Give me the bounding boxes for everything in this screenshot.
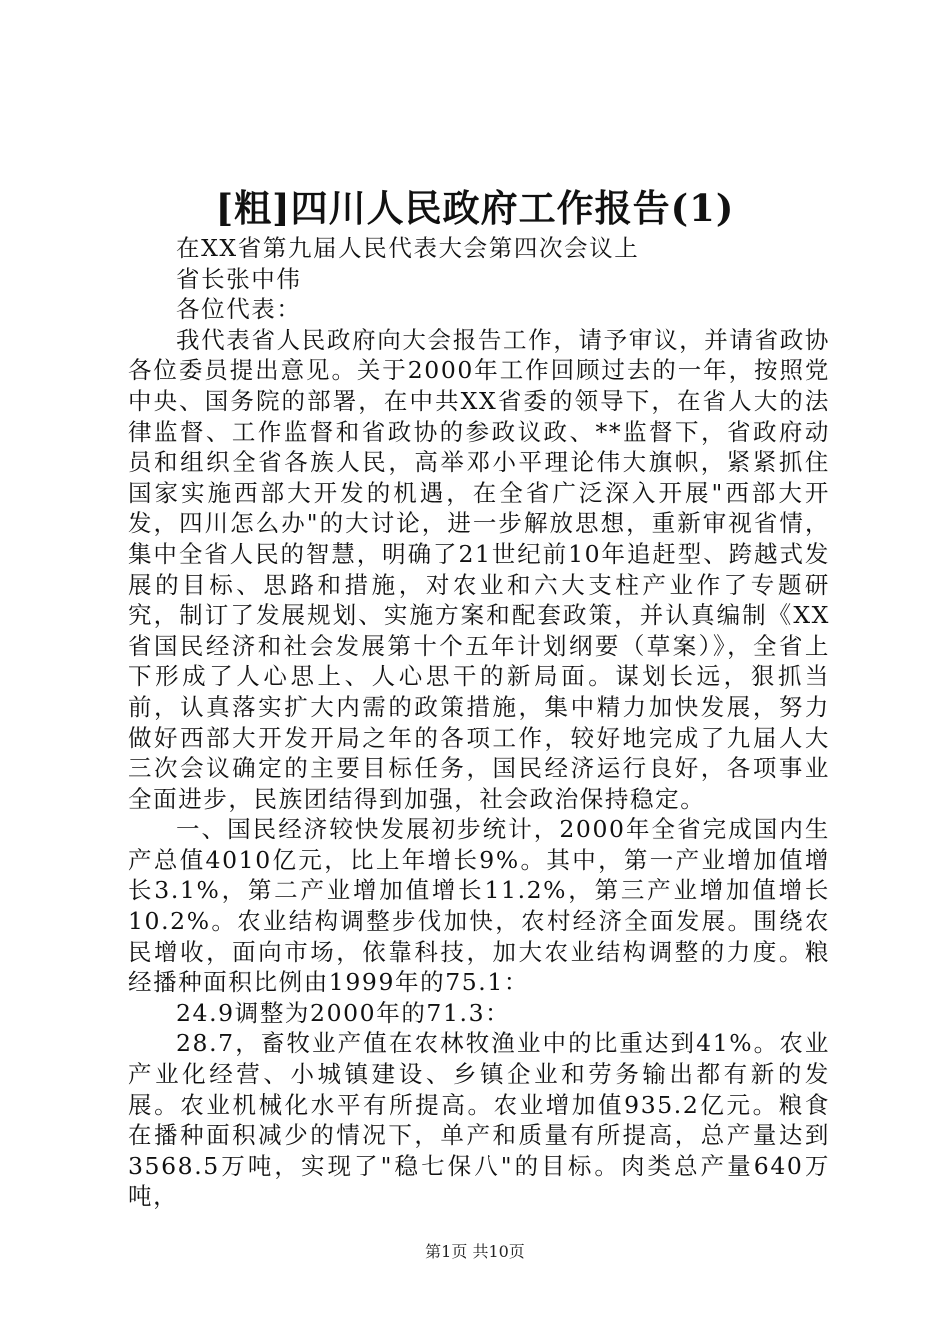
speaker-line: 省长张中伟 (176, 264, 302, 293)
document-title: [粗]四川人民政府工作报告(1) (215, 186, 735, 230)
session-line: 在XX省第九届人民代表大会第四次会议上 (176, 234, 640, 262)
paragraph: 我代表省人民政府向大会报告工作，请予审议，并请省政协各位委员提出意见。关于2000年工作回顾过去的一年，按照党中央、国务院的部署，在中共XX省委的领导下，在省人大的法律监督、工作监督和省政协的参政议政、**监督下，省政府动员和组织全省各族人民，高举邓小平理论伟大旗帜，紧紧抓住国家实施西部大开发的机遇，在全省广泛深入开展"西部大开发，四川怎么办"的大讨论，进一步解放思想，重新审视省情，集中全省人民的智慧，明确了21世纪前10年追赶型、跨越式发展的目标、思路和措施，对农业和六大支柱产业作了专题研究，制订了发展规划、实施方案和配套政策，并认真编制《XX省国民经济和社会发展第十个五年计划纲要（草案）》，全省上下形成了人心思上、人心思干的新局面。谋划长远，狠抓当前，认真落实扩大内需的政策措施，集中精力加快发展，努力做好西部大开发开局之年的各项工作，较好地完成了九届人大三次会议确定的主要目标任务，国民经济运行良好，各项事业全面进步，民族团结得到加强，社会政治保持稳定。 (128, 325, 830, 813)
paragraph: 28.7，畜牧业产值在农林牧渔业中的比重达到41%。农业产业化经营、小城镇建设、乡镇企业和劳务输出都有新的发展。农业机械化水平有所提高。农业增加值935.2亿元。粮食在播种面积减少的情况下，单产和质量有所提高，总产量达到3568.5万吨，实现了"稳七保八"的目标。肉类总产量640万吨， (128, 1029, 830, 1211)
paragraph: 24.9调整为2000年的71.3： (176, 998, 511, 1027)
paragraph: 一、国民经济较快发展初步统计，2000年全省完成国内生产总值4010亿元，比上年增长9%。其中，第一产业增加值增长3.1%，第二产业增加值增长11.2%，第三产业增加值增长10.2%。农业结构调整步伐加快，农村经济全面发展。围绕农民增收，面向市场，依靠科技，加大农业结构调整的力度。粮经播种面积比例由1999年的75.1： (128, 815, 830, 997)
page-footer: 第1页 共10页 (425, 1242, 525, 1261)
document-body (128, 233, 830, 1212)
greeting-line: 各位代表： (176, 295, 302, 324)
